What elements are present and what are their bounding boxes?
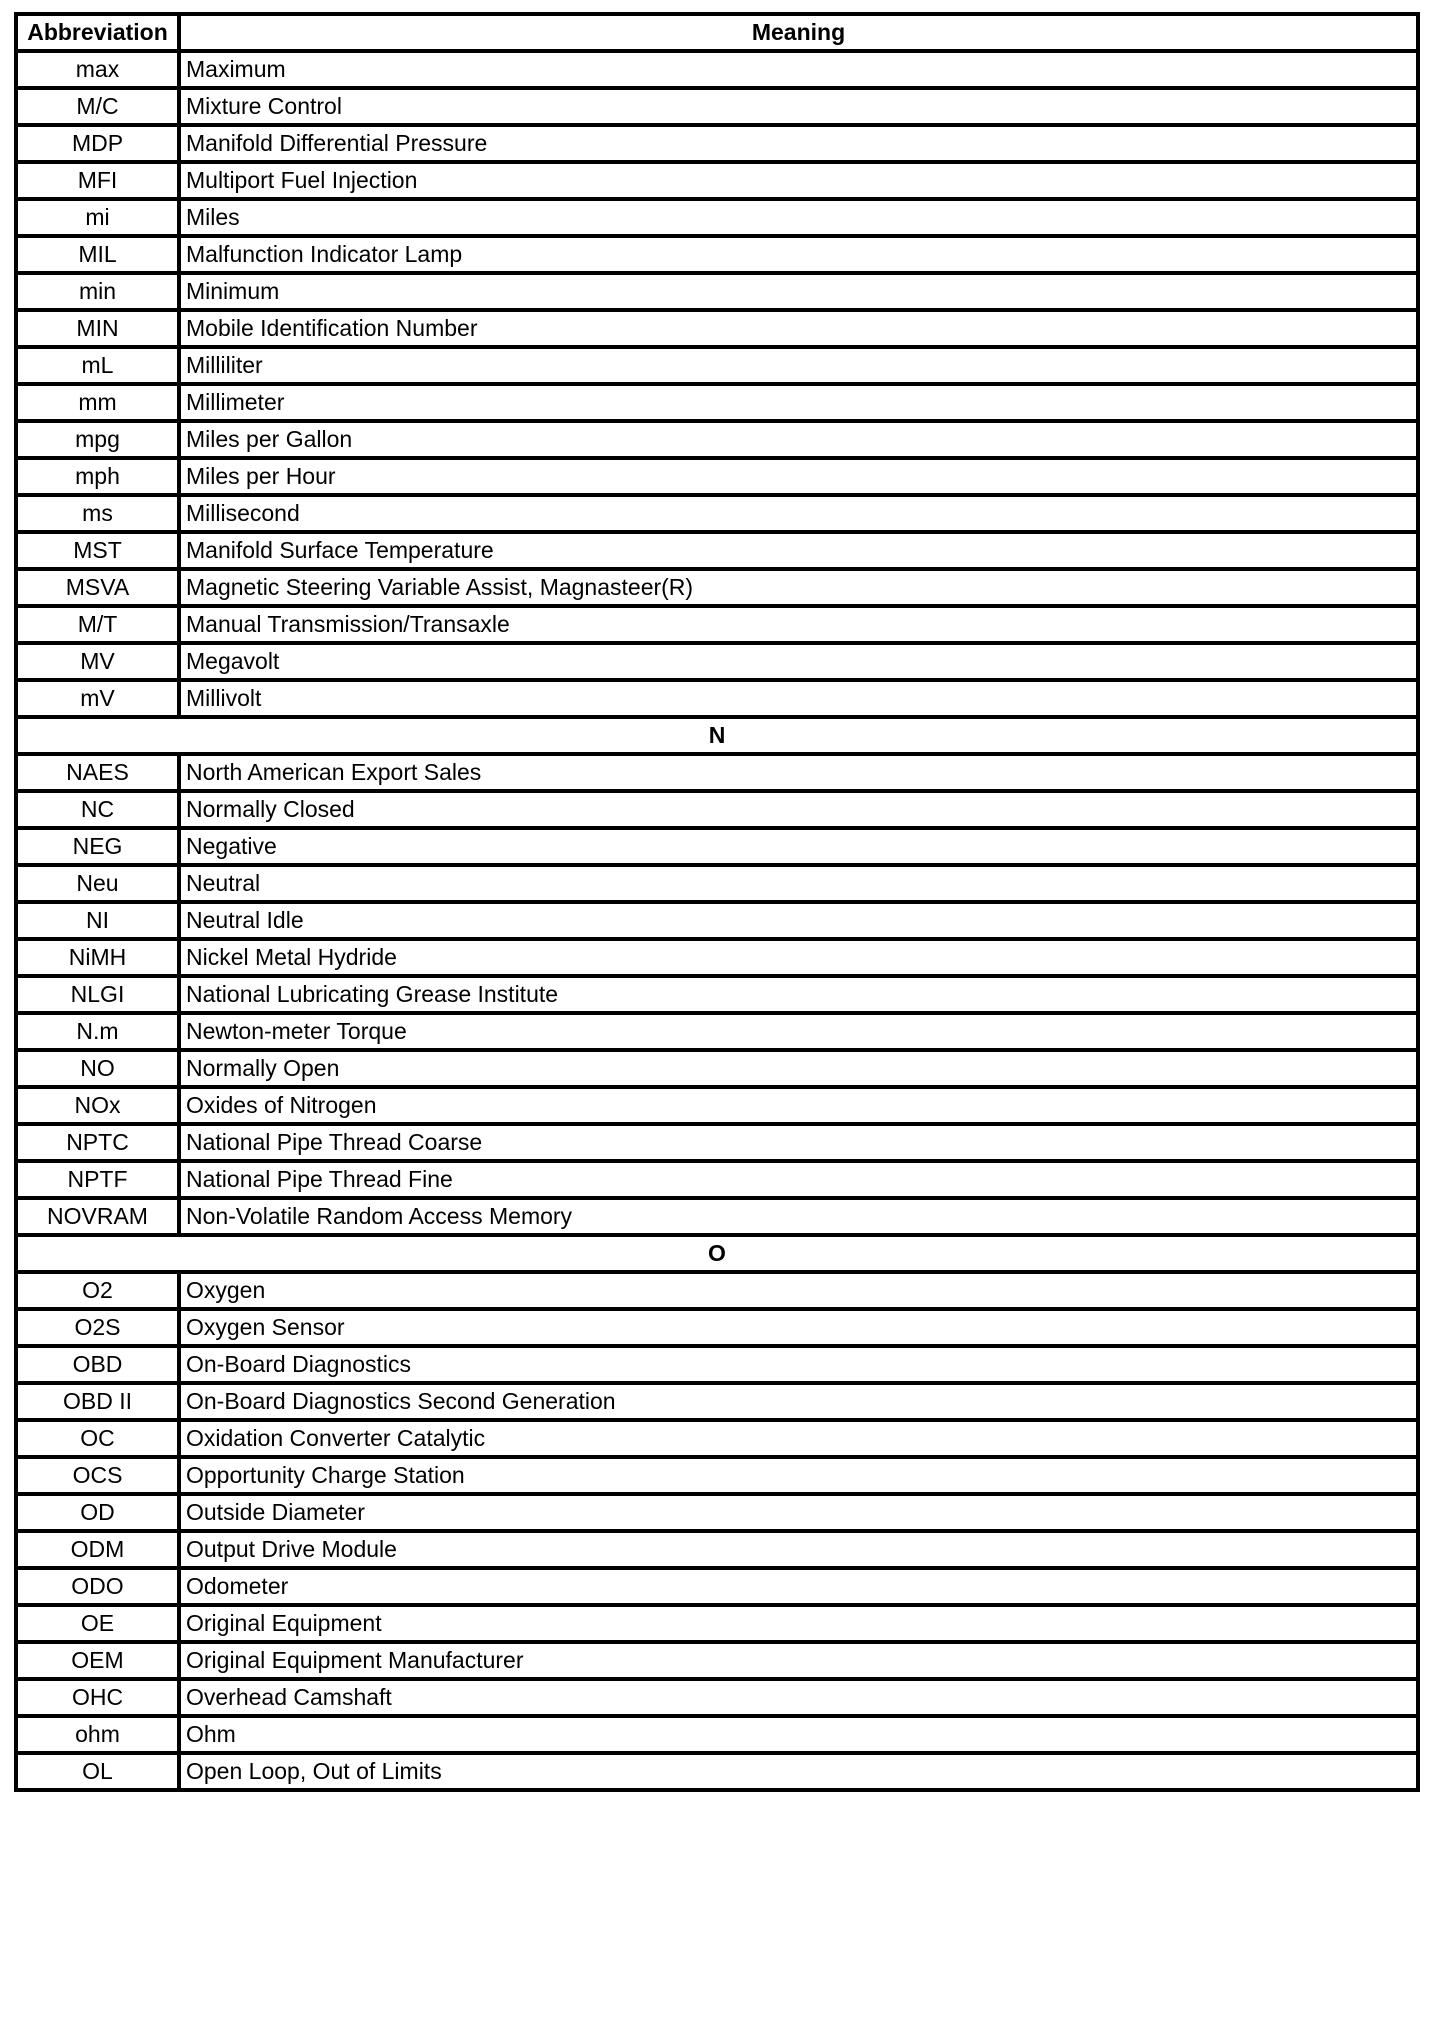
section-heading: O <box>16 1235 1418 1272</box>
meaning-cell: Non-Volatile Random Access Memory <box>179 1198 1418 1235</box>
abbreviation-cell: min <box>16 273 179 310</box>
meaning-cell: Miles per Hour <box>179 458 1418 495</box>
table-row <box>16 754 1418 791</box>
meaning-cell: National Lubricating Grease Institute <box>179 976 1418 1013</box>
abbreviation-cell: max <box>16 51 179 88</box>
meaning-cell: Outside Diameter <box>179 1494 1418 1531</box>
abbreviation-cell: MSVA <box>16 569 179 606</box>
meaning-cell: Negative <box>179 828 1418 865</box>
table-row <box>16 1346 1418 1383</box>
meaning-cell: Magnetic Steering Variable Assist, Magnasteer(R) <box>179 569 1418 606</box>
meaning-cell: North American Export Sales <box>179 754 1418 791</box>
meaning-cell: Oxides of Nitrogen <box>179 1087 1418 1124</box>
table-row <box>16 1679 1418 1716</box>
section-row <box>16 1235 1418 1272</box>
abbreviation-cell: OE <box>16 1605 179 1642</box>
abbreviation-cell: MST <box>16 532 179 569</box>
meaning-cell: Normally Open <box>179 1050 1418 1087</box>
table-row <box>16 1309 1418 1346</box>
table-row <box>16 791 1418 828</box>
meaning-cell: Nickel Metal Hydride <box>179 939 1418 976</box>
abbreviation-cell: mph <box>16 458 179 495</box>
meaning-cell: Output Drive Module <box>179 1531 1418 1568</box>
table-row <box>16 1642 1418 1679</box>
meaning-cell: Mixture Control <box>179 88 1418 125</box>
abbreviation-cell: mi <box>16 199 179 236</box>
meaning-cell: Megavolt <box>179 643 1418 680</box>
table-row <box>16 1420 1418 1457</box>
meaning-cell: Original Equipment Manufacturer <box>179 1642 1418 1679</box>
meaning-cell: Oxygen Sensor <box>179 1309 1418 1346</box>
abbreviation-cell: ODM <box>16 1531 179 1568</box>
section-heading: N <box>16 717 1418 754</box>
table-row <box>16 310 1418 347</box>
meaning-cell: Neutral Idle <box>179 902 1418 939</box>
abbreviation-cell: ODO <box>16 1568 179 1605</box>
abbreviation-cell: mV <box>16 680 179 717</box>
table-row <box>16 1716 1418 1753</box>
column-header-meaning: Meaning <box>179 14 1418 51</box>
meaning-cell: Manifold Surface Temperature <box>179 532 1418 569</box>
abbreviation-cell: M/T <box>16 606 179 643</box>
abbreviation-page <box>14 12 1416 1792</box>
table-row <box>16 1531 1418 1568</box>
table-row <box>16 1198 1418 1235</box>
meaning-cell: Millivolt <box>179 680 1418 717</box>
meaning-cell: Opportunity Charge Station <box>179 1457 1418 1494</box>
table-row <box>16 643 1418 680</box>
abbreviation-cell: Neu <box>16 865 179 902</box>
table-row <box>16 902 1418 939</box>
abbreviation-cell: ms <box>16 495 179 532</box>
table-row <box>16 421 1418 458</box>
abbreviation-cell: mpg <box>16 421 179 458</box>
abbreviation-cell: NC <box>16 791 179 828</box>
meaning-cell: National Pipe Thread Fine <box>179 1161 1418 1198</box>
table-row <box>16 273 1418 310</box>
abbreviation-cell: M/C <box>16 88 179 125</box>
table-row <box>16 1050 1418 1087</box>
table-row <box>16 1087 1418 1124</box>
abbreviation-cell: NPTC <box>16 1124 179 1161</box>
meaning-cell: Oxidation Converter Catalytic <box>179 1420 1418 1457</box>
meaning-cell: Odometer <box>179 1568 1418 1605</box>
meaning-cell: National Pipe Thread Coarse <box>179 1124 1418 1161</box>
meaning-cell: Newton-meter Torque <box>179 1013 1418 1050</box>
abbreviation-cell: MIN <box>16 310 179 347</box>
meaning-cell: Manual Transmission/Transaxle <box>179 606 1418 643</box>
section-row <box>16 717 1418 754</box>
meaning-cell: Malfunction Indicator Lamp <box>179 236 1418 273</box>
table-row <box>16 1605 1418 1642</box>
abbreviation-cell: MDP <box>16 125 179 162</box>
table-body <box>16 51 1418 1790</box>
abbreviation-cell: MIL <box>16 236 179 273</box>
table-row <box>16 532 1418 569</box>
table-row <box>16 1272 1418 1309</box>
table-row <box>16 51 1418 88</box>
meaning-cell: On-Board Diagnostics Second Generation <box>179 1383 1418 1420</box>
abbreviation-cell: OD <box>16 1494 179 1531</box>
table-row <box>16 162 1418 199</box>
meaning-cell: Millisecond <box>179 495 1418 532</box>
table-row <box>16 458 1418 495</box>
meaning-cell: Miles <box>179 199 1418 236</box>
table-row <box>16 1753 1418 1790</box>
table-row <box>16 569 1418 606</box>
table-header-row <box>16 14 1418 51</box>
table-row <box>16 347 1418 384</box>
abbreviation-cell: OC <box>16 1420 179 1457</box>
column-header-abbreviation: Abbreviation <box>16 14 179 51</box>
abbreviation-cell: OHC <box>16 1679 179 1716</box>
table-row <box>16 199 1418 236</box>
abbreviation-cell: NEG <box>16 828 179 865</box>
abbreviation-cell: O2S <box>16 1309 179 1346</box>
abbreviation-cell: O2 <box>16 1272 179 1309</box>
meaning-cell: Mobile Identification Number <box>179 310 1418 347</box>
abbreviation-cell: N.m <box>16 1013 179 1050</box>
abbreviation-cell: NOVRAM <box>16 1198 179 1235</box>
meaning-cell: Millimeter <box>179 384 1418 421</box>
abbreviation-cell: MV <box>16 643 179 680</box>
abbreviation-cell: NOx <box>16 1087 179 1124</box>
abbreviation-cell: NPTF <box>16 1161 179 1198</box>
abbreviation-cell: MFI <box>16 162 179 199</box>
table-row <box>16 1383 1418 1420</box>
meaning-cell: Neutral <box>179 865 1418 902</box>
abbreviation-cell: OEM <box>16 1642 179 1679</box>
table-row <box>16 88 1418 125</box>
table-row <box>16 680 1418 717</box>
meaning-cell: Multiport Fuel Injection <box>179 162 1418 199</box>
meaning-cell: Overhead Camshaft <box>179 1679 1418 1716</box>
meaning-cell: Normally Closed <box>179 791 1418 828</box>
meaning-cell: Milliliter <box>179 347 1418 384</box>
meaning-cell: On-Board Diagnostics <box>179 1346 1418 1383</box>
table-row <box>16 1494 1418 1531</box>
meaning-cell: Ohm <box>179 1716 1418 1753</box>
table-row <box>16 384 1418 421</box>
abbreviation-table <box>14 12 1420 1792</box>
abbreviation-cell: NO <box>16 1050 179 1087</box>
table-row <box>16 865 1418 902</box>
table-row <box>16 1124 1418 1161</box>
table-row <box>16 495 1418 532</box>
abbreviation-cell: mm <box>16 384 179 421</box>
meaning-cell: Open Loop, Out of Limits <box>179 1753 1418 1790</box>
meaning-cell: Original Equipment <box>179 1605 1418 1642</box>
table-row <box>16 236 1418 273</box>
table-row <box>16 606 1418 643</box>
table-row <box>16 828 1418 865</box>
abbreviation-cell: ohm <box>16 1716 179 1753</box>
table-row <box>16 1013 1418 1050</box>
abbreviation-cell: OBD <box>16 1346 179 1383</box>
table-row <box>16 1161 1418 1198</box>
abbreviation-cell: mL <box>16 347 179 384</box>
meaning-cell: Manifold Differential Pressure <box>179 125 1418 162</box>
meaning-cell: Miles per Gallon <box>179 421 1418 458</box>
meaning-cell: Oxygen <box>179 1272 1418 1309</box>
abbreviation-cell: OL <box>16 1753 179 1790</box>
abbreviation-cell: OCS <box>16 1457 179 1494</box>
abbreviation-cell: NLGI <box>16 976 179 1013</box>
meaning-cell: Maximum <box>179 51 1418 88</box>
table-row <box>16 976 1418 1013</box>
meaning-cell: Minimum <box>179 273 1418 310</box>
abbreviation-cell: NAES <box>16 754 179 791</box>
abbreviation-cell: NI <box>16 902 179 939</box>
table-row <box>16 1457 1418 1494</box>
abbreviation-cell: NiMH <box>16 939 179 976</box>
table-row <box>16 939 1418 976</box>
table-row <box>16 125 1418 162</box>
table-row <box>16 1568 1418 1605</box>
abbreviation-cell: OBD II <box>16 1383 179 1420</box>
